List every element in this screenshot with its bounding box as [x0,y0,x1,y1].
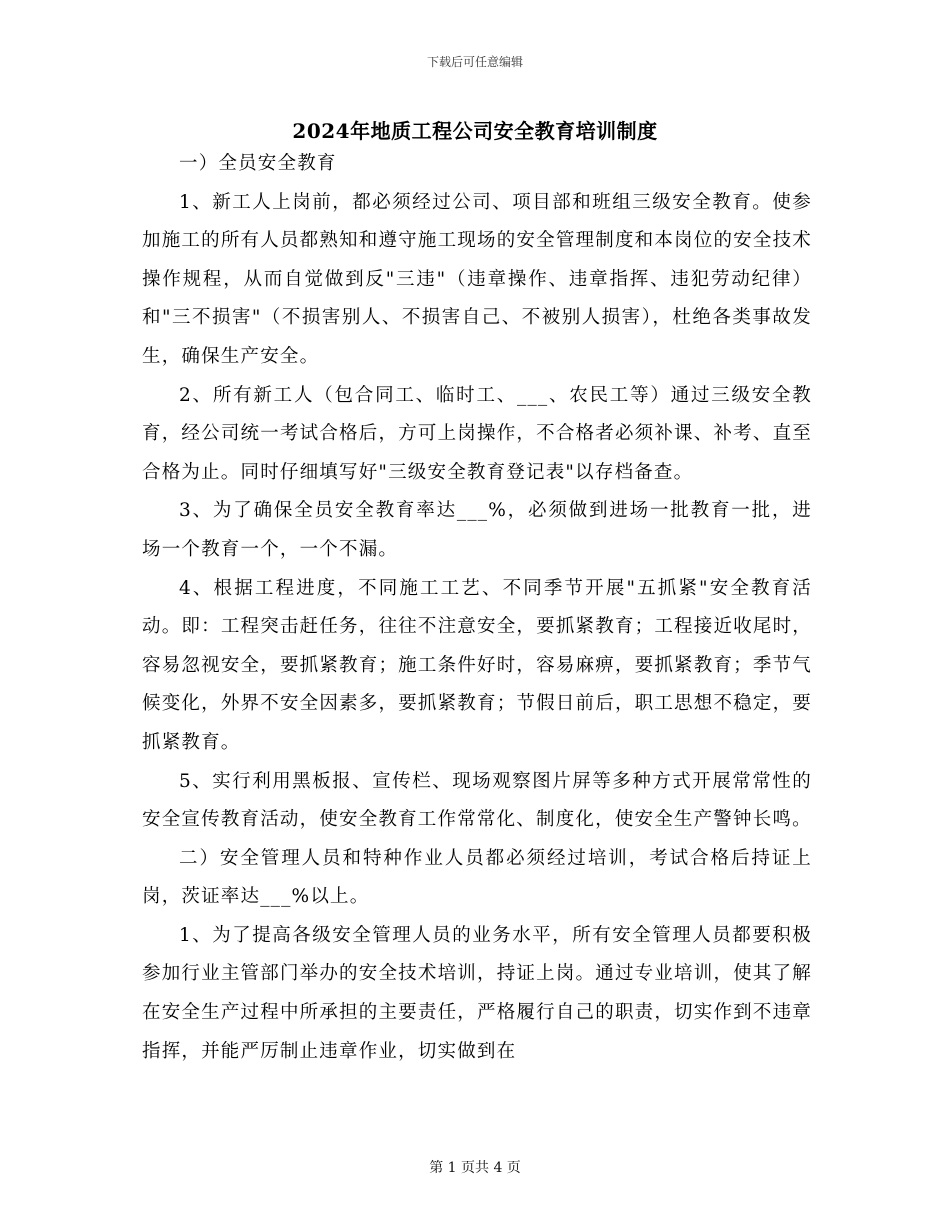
paragraph-6: 1、为了提高各级安全管理人员的业务水平，所有安全管理人员都要积极参加行业主管部门举办的安全技术培训，持证上岗。通过专业培训，使其了解在安全生产过程中所承担的主要责任，严格履行自己的职责，切实作到不违章指挥，并能严厉制止违章作业，切实做到在 [142,924,812,1062]
section-heading-1: 一）全员安全教育 [179,153,337,174]
document-body [142,145,812,1071]
section-heading-2: 二）安全管理人员和特种作业人员都必须经过培训，考试合格后持证上岗，茨证率达___%以上。 [142,847,812,908]
header-note: 下载后可任意编辑 [426,55,523,69]
paragraph-4: 4、根据工程进度，不同施工工艺、不同季节开展"五抓紧"安全教育活动。即：工程突击赶任务，往往不注意安全，要抓紧教育；工程接近收尾时，容易忽视安全，要抓紧教育；施工条件好时，容易麻痹，要抓紧教育；季节气候变化，外界不安全因素多，要抓紧教育；节假日前后，职工思想不稳定，要抓紧教育。 [142,577,812,753]
page-footer: 第 1 页共 4 页 [429,1160,521,1176]
paragraph-5: 5、实行利用黑板报、宣传栏、现场观察图片屏等多种方式开展常常性的安全宣传教育活动，使安全教育工作常常化、制度化，使安全生产警钟长鸣。 [142,770,812,831]
paragraph-1: 1、新工人上岗前，都必须经过公司、项目部和班组三级安全教育。使参加施工的所有人员都熟知和遵守施工现场的安全管理制度和本岗位的安全技术操作规程，从而自觉做到反"三违"（违章操作、违章指挥、违犯劳动纪律）和"三不损害"（不损害别人、不损害自己、不被别人损害），杜绝各类事故发生，确保生产安全。 [142,191,812,367]
paragraph-2: 2、所有新工人（包合同工、临时工、___、农民工等）通过三级安全教育，经公司统一考试合格后，方可上岗操作，不合格者必须补课、补考、直至合格为止。同时仔细填写好"三级安全教育登记表"以存档备查。 [142,384,812,483]
document-title: 2024年地质工程公司安全教育培训制度 [292,119,658,143]
paragraph-3: 3、为了确保全员安全教育率达___%，必须做到进场一批教育一批，进场一个教育一个，一个不漏。 [142,500,812,560]
